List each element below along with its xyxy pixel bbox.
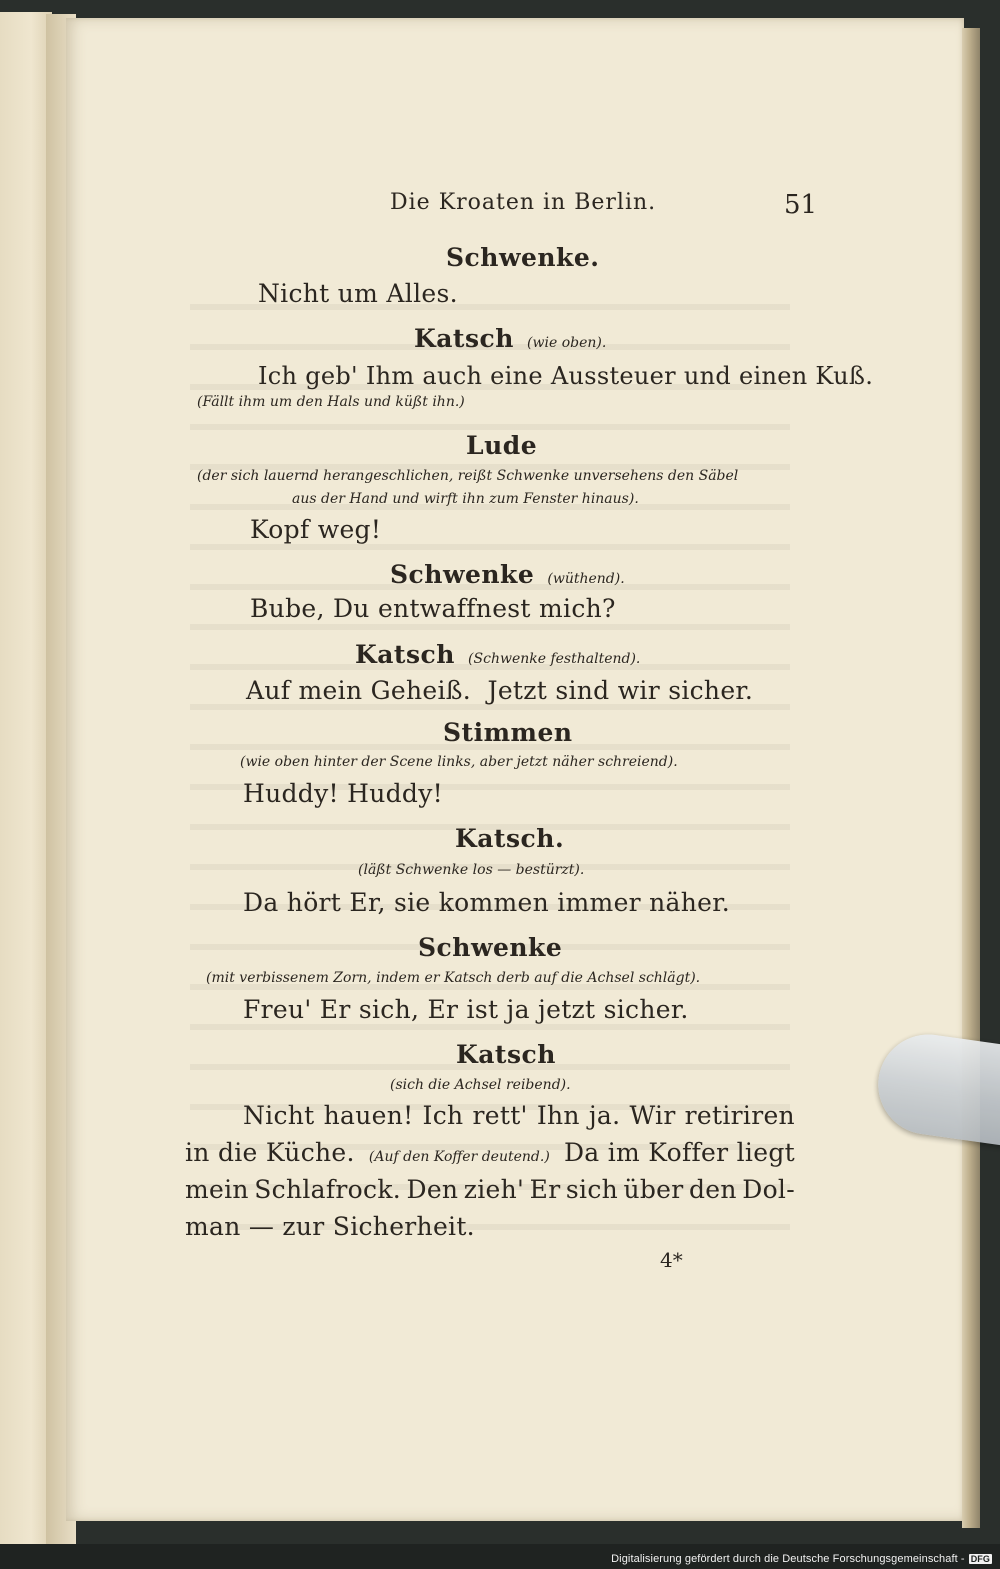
dialog-word: Ich — [422, 1101, 464, 1130]
credit-text: Digitalisierung gefördert durch die Deutsche Forschungsgemeinschaft - — [611, 1553, 965, 1565]
dialog-line: Auf mein Geheiß. Jetzt sind wir sicher. — [246, 676, 754, 705]
dialog-word: Nicht — [243, 1101, 315, 1130]
dialog-word: sich — [565, 1175, 619, 1204]
stage-direction: (wie oben). — [527, 335, 607, 351]
dialog-word: ja. — [588, 1101, 621, 1130]
dialog-word: Er — [529, 1175, 561, 1204]
page-number: 51 — [784, 190, 818, 220]
dialog-word: über — [623, 1175, 684, 1204]
dialog-line: Bube, Du entwaffnest mich? — [250, 594, 616, 623]
dialog-word: Den — [406, 1175, 459, 1204]
dialog-line: Kopf weg! — [250, 515, 382, 544]
signature-mark: 4* — [660, 1248, 683, 1272]
stage-direction: (wie oben hinter der Scene links, aber jetzt näher schreiend). — [240, 754, 678, 770]
dialog-word: mein — [185, 1175, 249, 1204]
running-header: Die Kroaten in Berlin. — [390, 190, 657, 215]
speaker-name: Katsch. — [455, 824, 565, 853]
left-page-edge — [0, 12, 52, 1544]
dialog-word: rett' — [472, 1101, 528, 1130]
dialog-word: Schlafrock. — [254, 1175, 402, 1204]
stage-direction: (Auf den Koffer deutend.) — [368, 1149, 550, 1165]
speaker-name: Schwenke — [390, 560, 535, 589]
dialog-word: Dol- — [742, 1175, 795, 1204]
speaker-line — [355, 640, 640, 669]
dialog-word: den — [688, 1175, 737, 1204]
dialog-line — [185, 1138, 795, 1167]
dfg-logo-icon: DFG — [970, 1554, 990, 1564]
speaker-name: Katsch — [355, 640, 455, 669]
stage-direction: (sich die Achsel reibend). — [390, 1077, 571, 1093]
stage-direction: (mit verbissenem Zorn, indem er Katsch derb auf die Achsel schlägt). — [206, 970, 701, 986]
stage-direction: (Fällt ihm um den Hals und küßt ihn.) — [197, 394, 465, 410]
dialog-line: Huddy! Huddy! — [243, 779, 444, 808]
dialog-line: Freu' Er sich, Er ist ja jetzt sicher. — [243, 995, 689, 1024]
footer-bar — [0, 1544, 1000, 1569]
stage-direction: (wüthend). — [547, 571, 625, 587]
dialog-line — [185, 1175, 795, 1204]
dialog-line: Da hört Er, sie kommen immer näher. — [243, 888, 731, 917]
speaker-name: Katsch — [456, 1040, 556, 1069]
dialog-word: Wir — [629, 1101, 676, 1130]
dialog-fragment: Da im Koffer liegt — [563, 1138, 795, 1167]
speaker-line — [390, 560, 625, 589]
stage-direction: aus der Hand und wirft ihn zum Fenster hinaus). — [292, 491, 639, 507]
dialog-line: Nicht um Alles. — [258, 279, 458, 308]
dialog-fragment: in die Küche. — [185, 1138, 355, 1167]
speaker-line — [414, 324, 606, 353]
speaker-name: Stimmen — [443, 718, 573, 747]
dialog-word: hauen! — [323, 1101, 414, 1130]
dialog-line: Ich geb' Ihm auch eine Aussteuer und einen Kuß. — [258, 362, 874, 390]
dialog-line: man — zur Sicherheit. — [185, 1212, 475, 1241]
stage-direction: (Schwenke festhaltend). — [468, 651, 641, 667]
speaker-name: Lude — [466, 431, 538, 460]
speaker-name: Schwenke — [418, 933, 563, 962]
dialog-word: zieh' — [463, 1175, 525, 1204]
speaker-name: Schwenke. — [446, 243, 600, 272]
dialog-word: Ihn — [536, 1101, 580, 1130]
dialog-line — [243, 1101, 795, 1130]
page-stack-edge — [962, 28, 980, 1528]
speaker-name: Katsch — [414, 324, 514, 353]
digitization-credit — [611, 1553, 992, 1565]
stage-direction: (läßt Schwenke los — bestürzt). — [358, 862, 585, 878]
stage-direction: (der sich lauernd herangeschlichen, reißt Schwenke unversehens den Säbel — [197, 468, 739, 484]
dialog-word: retiriren — [684, 1101, 795, 1130]
